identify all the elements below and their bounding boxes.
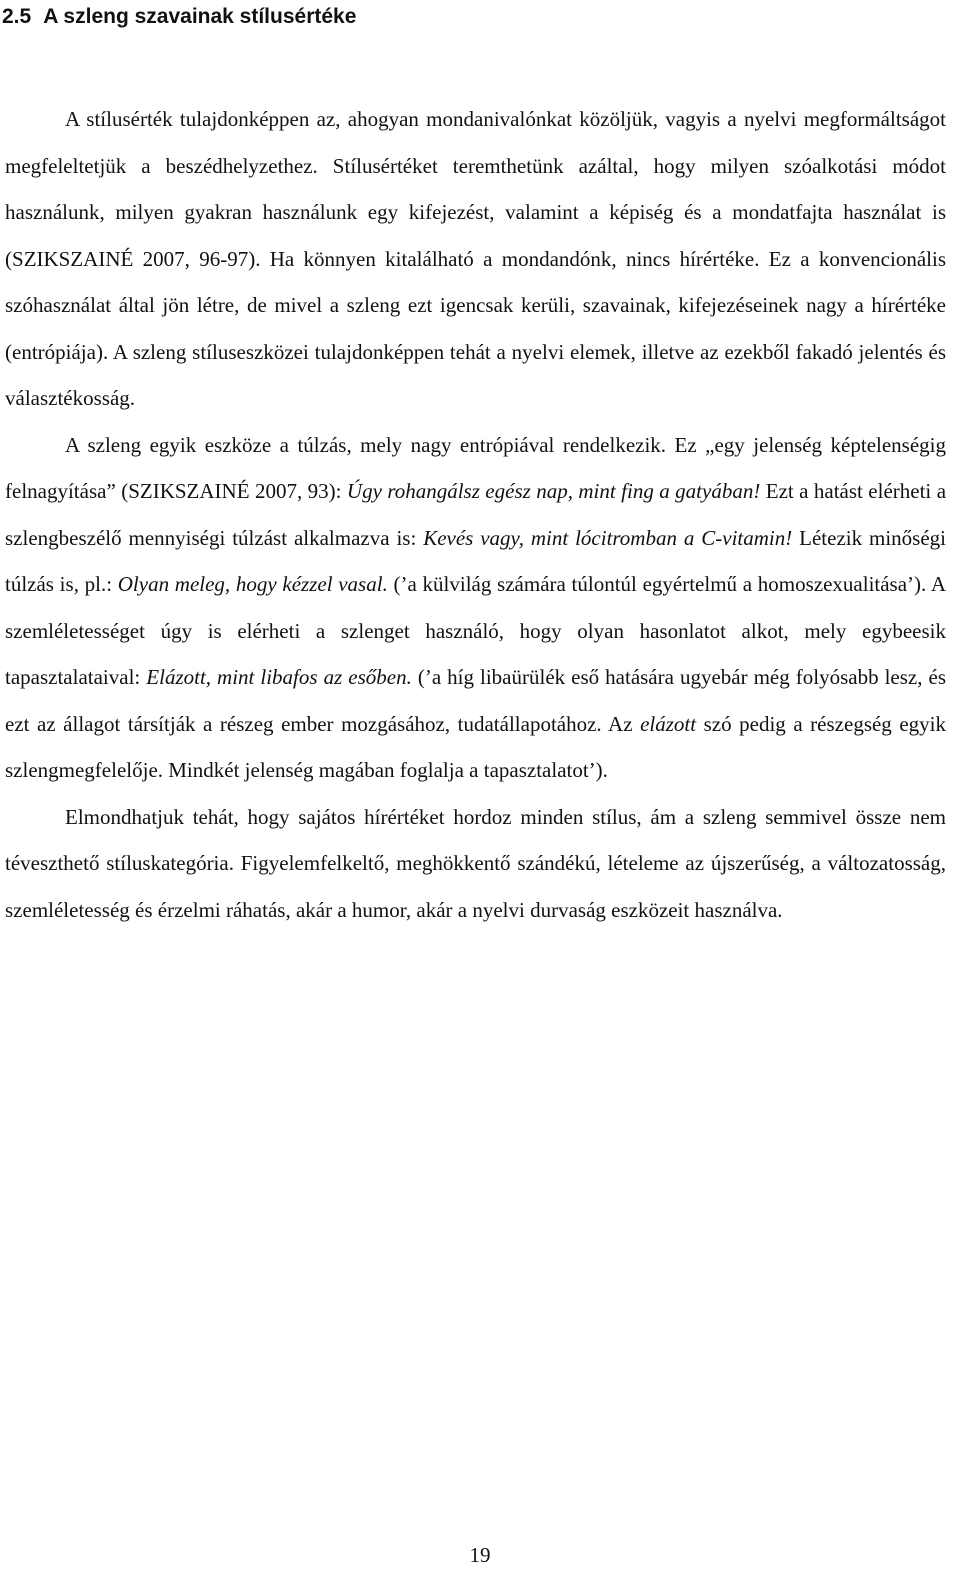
- paragraph-text: (’a híg libaürülék eső hatására ugyebár még folyósabb lesz, és ezt az állagot társítják a részeg ember mozgásához, tudatállapotához. Az: [5, 665, 947, 736]
- section-number: 2.5: [2, 5, 32, 28]
- section-heading: [2, 2, 356, 32]
- paragraph-text: szó pedig a részegség egyik szlengmegfelelője. Mindkét jelenség magában foglalja a tapasztalatot’).: [5, 711, 946, 782]
- paragraph-text: A szleng egyik eszköze a túlzás, mely nagy entrópiával rendelkezik. Ez „egy jelenség képtelenségig felnagyítása” (: [5, 432, 946, 503]
- example-word: elázott: [640, 711, 697, 736]
- paragraph-text: Elmondhatjuk tehát, hogy sajátos hírértéket hordoz minden stílus, ám a szleng semmivel össze nem téveszthető stíluskategória. Figyelemfelkeltő, meghökkentő szándékú, lételeme az újszerűség, a változatosság, szemléletesség és érzelmi ráhatás, akár a humor, akár a nyelvi durvaság eszközeit használva.: [5, 804, 946, 922]
- paragraph-text: (’a külvilág számára túlontúl egyértelmű a homoszexualitása’). A szemléletességet úgy is elérheti a szlenget használó, hogy olyan hasonlatot alkot, mely egybeesik tapasztalataival:: [5, 572, 946, 689]
- paragraph-text: Létezik minőségi túlzás is, pl.:: [5, 525, 946, 596]
- section-title: A szleng szavainak stílusértéke: [43, 5, 357, 28]
- citation-author: SZIKSZAINÉ: [12, 246, 134, 271]
- page-number: 19: [469, 1543, 491, 1567]
- paragraph-3: [5, 794, 946, 934]
- paragraph-2: [5, 422, 946, 794]
- paragraph-text: A stílusérték tulajdonképpen az, ahogyan mondanivalónkat közöljük, vagyis a nyelvi megformáltságot megfeleltetjük a beszédhelyzethez. Stílusértéket teremthetünk azáltal, hogy milyen szóalkotási módot használunk, milyen gyakran használunk egy kifejezést, valamint a képiség és a mondatfajta használat is (: [5, 107, 946, 271]
- citation-author: SZIKSZAINÉ: [128, 479, 250, 503]
- example-quote: Kevés vagy, mint lócitromban a C-vitamin!: [423, 525, 793, 550]
- paragraph-1: [5, 96, 946, 422]
- body-text: [5, 96, 946, 933]
- example-quote: Úgy rohangálsz egész nap, mint fing a gatyában!: [346, 479, 761, 503]
- example-quote: Olyan meleg, hogy kézzel vasal.: [117, 572, 388, 596]
- paragraph-text: 2007, 93):: [249, 479, 347, 503]
- example-quote: Elázott, mint libafos az esőben.: [146, 665, 412, 689]
- paragraph-text: 2007, 96-97). Ha könnyen kitalálható a mondandónk, nincs hírértéke. Ez a konvencionális szóhasználat által jön létre, de mivel a szleng ezt igencsak kerüli, szavainak, kifejezéseinek nagy a hírértéke (entrópiája). A szleng stíluseszközei tulajdonképpen tehát a nyelvi elemek, illetve az ezekből fakadó jelentés és választékosság.: [5, 246, 946, 410]
- paragraph-text: Ezt a hatást elérheti a szlengbeszélő mennyiségi túlzást alkalmazva is:: [5, 479, 947, 550]
